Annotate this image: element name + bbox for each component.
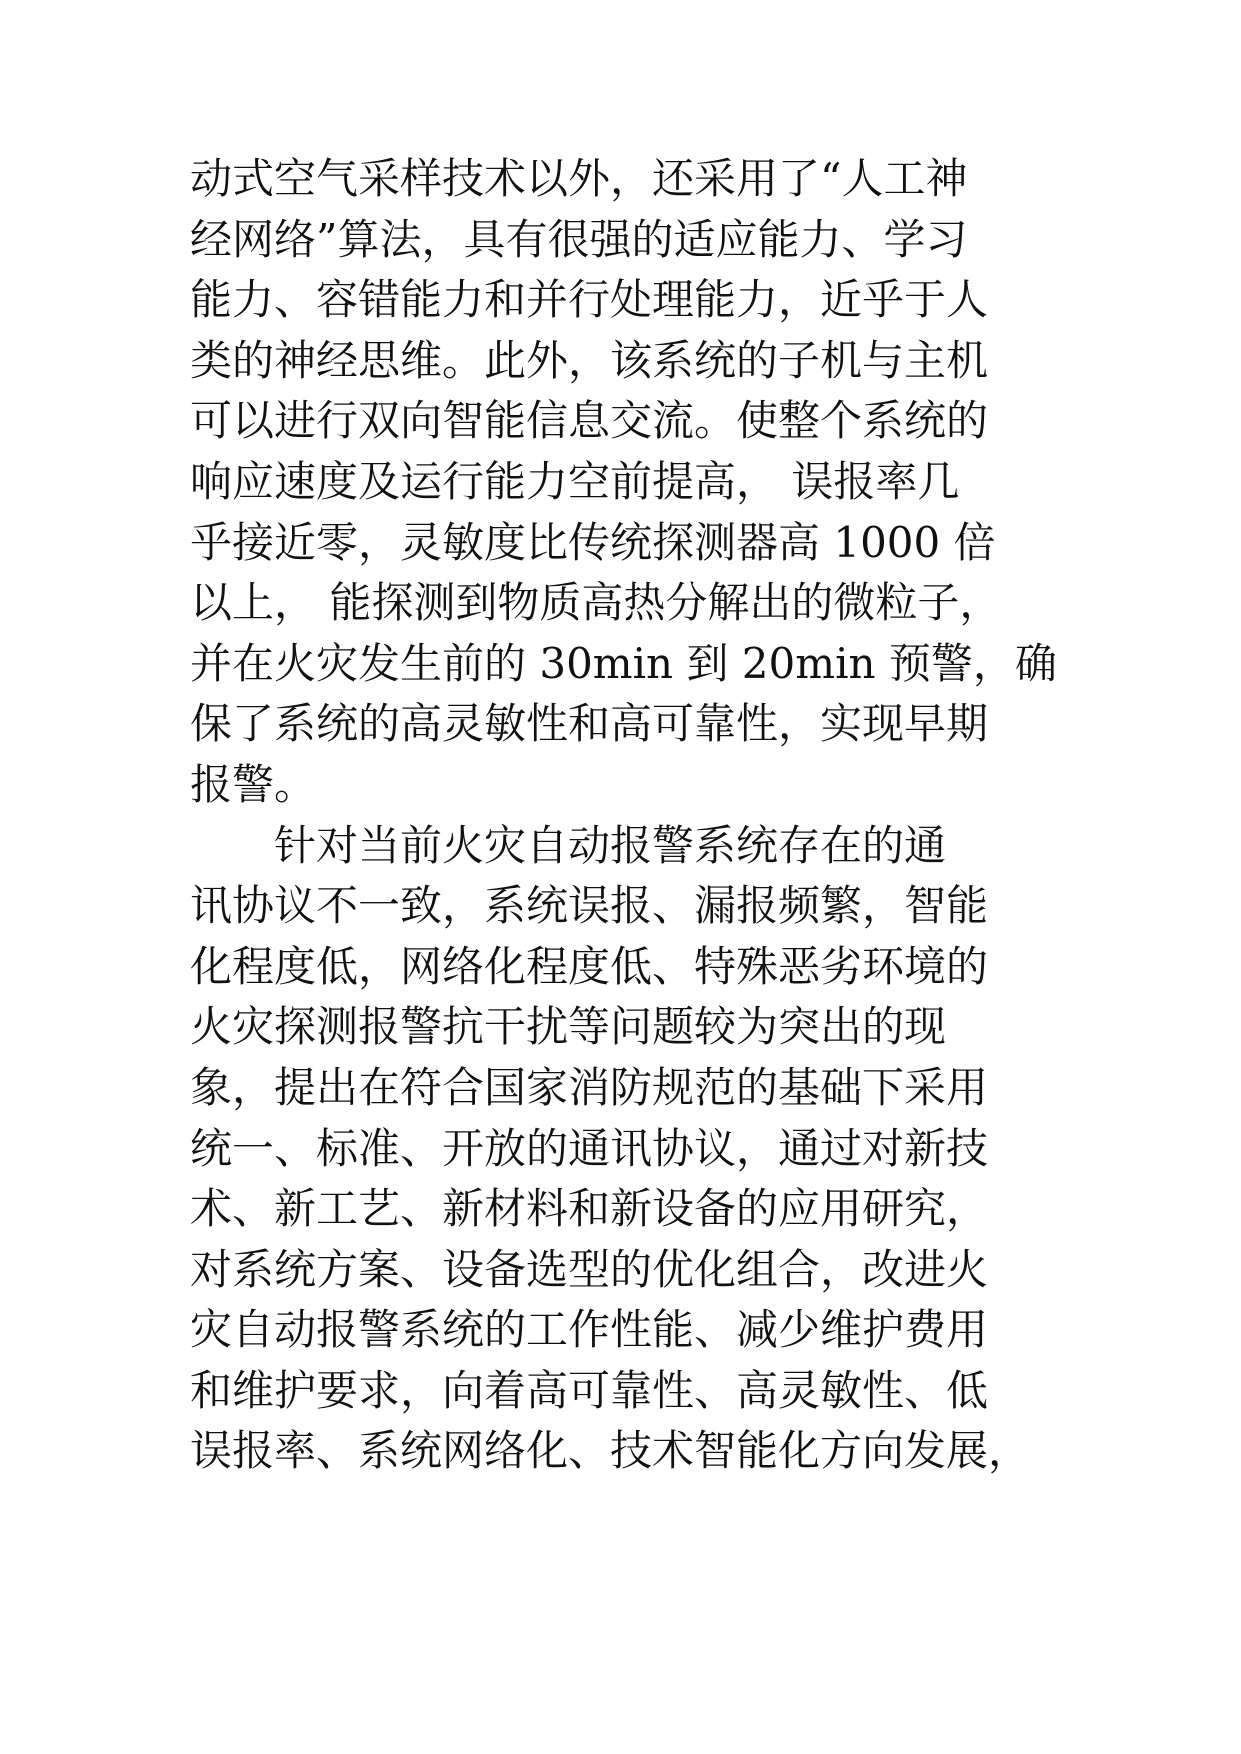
paragraph-2 xyxy=(190,821,1090,1477)
text-line: 讯协议不一致，系统误报、漏报频繁，智能 xyxy=(190,881,989,931)
paragraph-1 xyxy=(190,154,1090,810)
text-line: 术、新工艺、新材料和新设备的应用研究， xyxy=(190,1184,989,1234)
text-line: 乎接近零，灵敏度比传统探测器高 1000 倍 xyxy=(190,517,996,567)
text-line: 化程度低，网络化程度低、特殊恶劣环境的 xyxy=(190,941,989,991)
text-line: 火灾探测报警抗干扰等问题较为突出的现 xyxy=(190,1002,947,1052)
text-line: 可以进行双向智能信息交流。使整个系统的 xyxy=(190,396,989,446)
text-line: 统一、标准、开放的通讯协议，通过对新技 xyxy=(190,1123,989,1173)
text-line: 以上， 能探测到物质高热分解出的微粒子， xyxy=(190,578,1002,628)
text-line: 类的神经思维。此外，该系统的子机与主机 xyxy=(190,335,989,385)
text-line: 响应速度及运行能力空前提高， 误报率几 xyxy=(190,456,960,506)
text-line: 动式空气采样技术以外，还采用了“人工神 xyxy=(190,154,968,203)
text-line: 能力、容错能力和并行处理能力，近乎于人 xyxy=(190,275,989,325)
text-line: 和维护要求，向着高可靠性、高灵敏性、低 xyxy=(190,1365,989,1415)
text-line: 对系统方案、设备选型的优化组合，改进火 xyxy=(190,1244,989,1294)
text-line: 经网络”算法，具有很强的适应能力、学习 xyxy=(190,214,968,264)
text-line: 并在火灾发生前的 30min 到 20min 预警，确 xyxy=(190,638,1057,688)
text-line: 保了系统的高灵敏性和高可靠性，实现早期 xyxy=(190,699,989,749)
text-line: 报警。 xyxy=(190,759,317,809)
text-line: 灾自动报警系统的工作性能、减少维护费用 xyxy=(190,1305,989,1355)
body-text xyxy=(190,154,1090,1487)
text-line: 误报率、系统网络化、技术智能化方向发展， xyxy=(190,1426,1031,1476)
text-line: 针对当前火灾自动报警系统存在的通 xyxy=(274,820,947,870)
text-line: 象，提出在符合国家消防规范的基础下采用 xyxy=(190,1062,989,1112)
